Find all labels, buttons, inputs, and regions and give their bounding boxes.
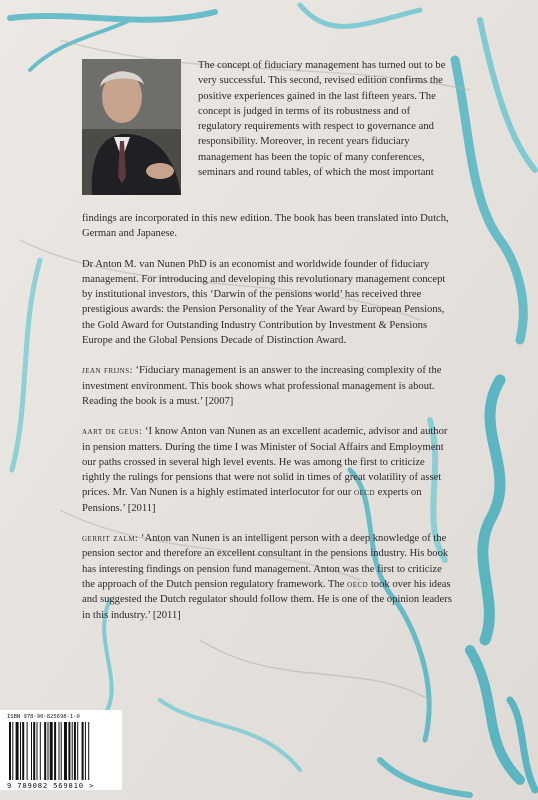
author-portrait <box>82 59 181 195</box>
barcode-bar <box>68 722 70 780</box>
isbn-label: ISBN 978-90-825698-1-0 <box>7 714 80 720</box>
barcode-bar <box>88 722 89 780</box>
barcode-bar <box>37 722 38 780</box>
quote-author: jean frijns: <box>82 365 133 377</box>
intro-text-bottom: findings are incorporated in this new edition. The book has been translated into Dutch, German and Japanese. <box>82 213 449 240</box>
author-bio: Dr Anton M. van Nunen PhD is an economist and worldwide founder of fiduciary management. For introducing and developing this revolutionary management concept by institutional investors, this ‘Darwin of the pensions world’ has received three prestigious awards: the Pension Personality of the Year Award by European Pensions, the Gold Award for Outstanding Industry Contribution by Investment & Pensions Europe and the Global Pensions Decade of Distinction Award. <box>82 258 446 347</box>
barcode-bar <box>44 722 46 780</box>
intro-paragraph-top <box>198 58 448 180</box>
barcode-bar <box>48 722 49 780</box>
main-text-block <box>82 211 452 623</box>
intro-text-top: The concept of fiduciary management has turned out to be very successful. This second, revised edition confirms the positive experiences gained in the last fifteen years. The concept is judged in terms of its robustness and of regulatory requirements with respect to governance and responsibility. Moreover, in recent years fiduciary management has been the topic of many conferences, seminars and round tables, of which the most important <box>198 60 446 179</box>
barcode-bar <box>9 722 11 780</box>
barcode-bar <box>77 722 78 780</box>
quote-author: aart de geus: <box>82 426 143 438</box>
barcode-bar <box>12 722 13 780</box>
barcode-bar <box>16 722 19 780</box>
barcode-bar <box>33 722 35 780</box>
barcode-bar <box>50 722 53 780</box>
barcode-bar <box>61 722 62 780</box>
barcode-bar <box>72 722 73 780</box>
quote-aart-de-geus <box>82 424 452 516</box>
barcode-bar <box>54 722 56 780</box>
barcode-bar <box>82 722 84 780</box>
org-name: oecd <box>347 578 369 590</box>
barcode-bar <box>59 722 60 780</box>
quote-author: gerrit zalm: <box>82 533 139 545</box>
org-name: oecd <box>353 487 376 499</box>
barcode-digits: 9 789082 569810 > <box>7 781 95 790</box>
quote-gerrit-zalm <box>82 531 452 623</box>
quote-text: ‘Fiduciary management is an answer to the increasing complexity of the investment environment. This book shows what professional management is about. Reading the book is a must.’ [2007] <box>82 365 442 407</box>
quote-jean-frijns <box>82 363 452 409</box>
barcode-bar <box>85 722 86 780</box>
barcode-bar <box>64 722 67 780</box>
barcode-bar <box>27 722 28 780</box>
barcode-bars <box>9 722 114 780</box>
barcode-bar <box>31 722 32 780</box>
barcode-bar <box>22 722 24 780</box>
barcode-bar <box>20 722 21 780</box>
quote-text-end: experts on Pensions.’ [2011] <box>82 487 422 514</box>
barcode-bar <box>74 722 76 780</box>
barcode-bar <box>40 722 41 780</box>
quote-text-end: took over his ideas and suggested the Dutch regulator should follow them. He is one of the opinion leaders in this industry.’ [2011] <box>82 578 452 621</box>
quote-text: ‘I know Anton van Nunen as an excellent academic, advisor and author in pension matters. During the time I was Minister of Social Affairs and Employment our paths crossed in several high level events. He was among the first to criticize rightly the rulings for pensions that were not solid in times of great volatility of asset prices. Mr. Van Nunen is a highly estimated interlocutor for our <box>82 426 448 499</box>
isbn-barcode <box>0 710 122 790</box>
portrait-photo <box>82 59 181 195</box>
quote-text: ‘Anton van Nunen is an intelligent person with a deep knowledge of the pension sector and therefore an excellent consultant in the pensions industry. His book has interesting findings on pension fund management. Anton was the first to criticize the approach of the Dutch pension regulatory framework. The <box>82 533 449 590</box>
